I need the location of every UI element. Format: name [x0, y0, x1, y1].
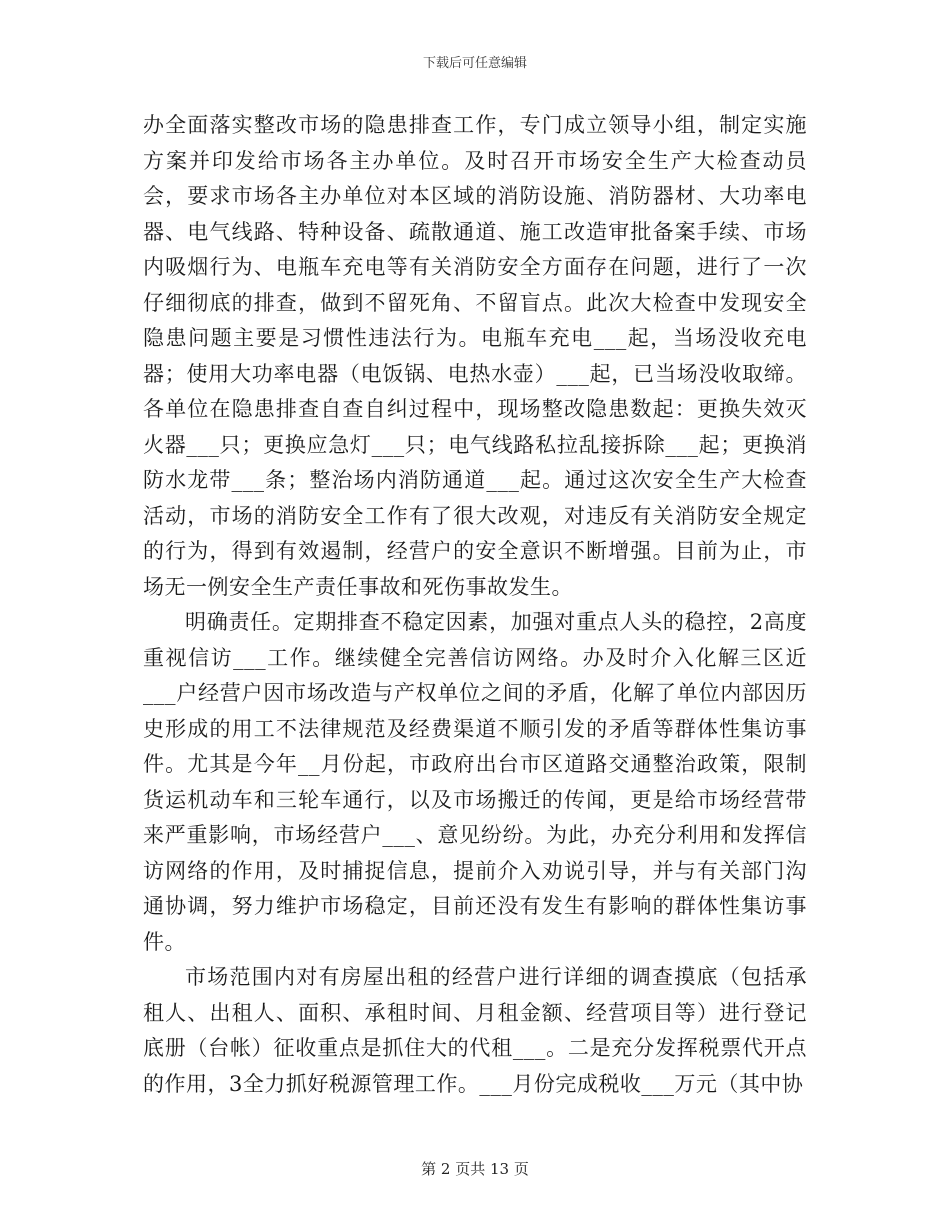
paragraph-inspection: 办全面落实整改市场的隐患排查工作，专门成立领导小组，制定实施方案并印发给市场各主办单位。及时召开市场安全生产大检查动员会，要求市场各主办单位对本区域的消防设施、消防器材、大功率电器、电气线路、特种设备、疏散通道、施工改造审批备案手续、市场内吸烟行为、电瓶车充电等有关消防安全方面存在问题，进行了一次仔细彻底的排查，做到不留死角、不留盲点。此次大检查中发现安全隐患问题主要是习惯性违法行为。电瓶车充电___起，当场没收充电器；使用大功率电器（电饭锅、电热水壶）___起，已当场没收取缔。各单位在隐患排查自查自纠过程中，现场整改隐患数起：更换失效灭火器___只；更换应急灯___只；电气线路私拉乱接拆除___起；更换消防水龙带___条；整治场内消防通道___起。通过这次安全生产大检查活动，市场的消防安全工作有了很大改观，对违反有关消防安全规定的行为，得到有效遏制，经营户的安全意识不断增强。目前为止，市场无一例安全生产责任事故和死伤事故发生。: [143, 113, 807, 599]
paragraph-responsibility: 明确责任。定期排查不稳定因素，加强对重点人头的稳控，2高度重视信访___工作。继续健全完善信访网络。办及时介入化解三区近___户经营户因市场改造与产权单位之间的矛盾，化解了单位内部因历史形成的用工不法律规范及经费渠道不顺引发的矛盾等群体性集访事件。尤其是今年__月份起，市政府出台市区道路交通整治政策，限制货运机动车和三轮车通行，以及市场搬迁的传闻，更是给市场经营带来严重影响，市场经营户___、意见纷纷。为此，办充分利用和发挥信访网络的作用，及时捕捉信息，提前介入劝说引导，并与有关部门沟通协调，努力维护市场稳定，目前还没有发生有影响的群体性集访事件。: [143, 610, 807, 954]
page-number-footer: 第 2 页共 13 页: [421, 1160, 529, 1178]
page-header: 下载后可任意编辑: [422, 56, 527, 71]
document-body: [143, 108, 807, 1102]
paragraph-tax: 市场范围内对有房屋出租的经营户进行详细的调查摸底（包括承租人、出租人、面积、承租时间、月租金额、经营项目等）进行登记底册（台帐）征收重点是抓住大的代租___。二是充分发挥税票代开点的作用，3全力抓好税源管理工作。___月份完成税收___万元（其中协: [143, 965, 807, 1096]
